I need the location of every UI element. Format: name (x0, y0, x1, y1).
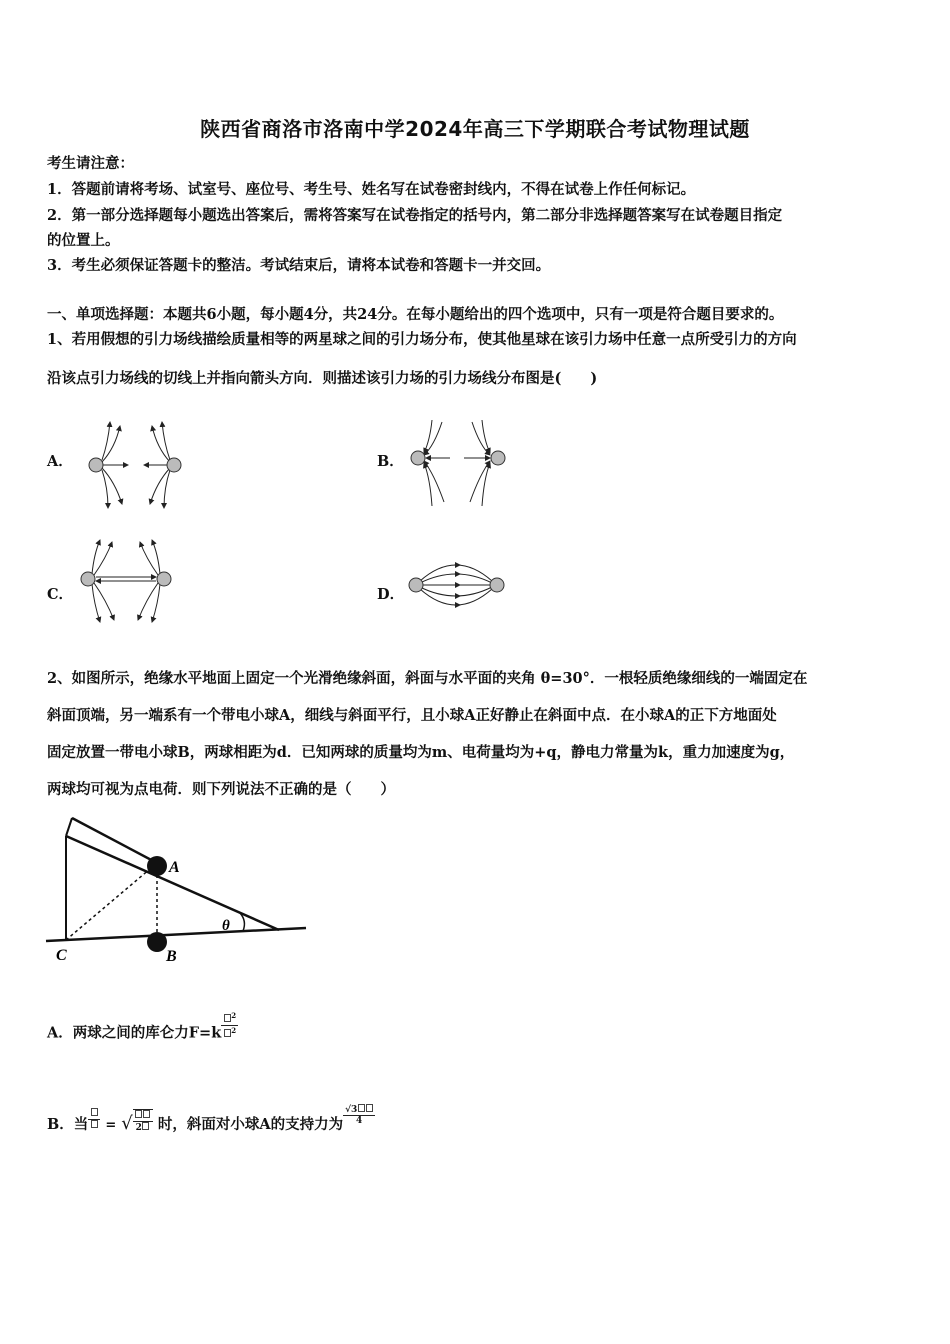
q2-option-b-middle: 时，斜面对小球A的支持力为 (157, 1116, 344, 1133)
notice-item-3: 3．考生必须保证答题卡的整洁。考试结束后，请将本试卷和答题卡一并交回。 (47, 257, 551, 274)
ball-b-label: B (166, 948, 177, 965)
q1-line-1: 1、若用假想的引力场线描绘质量相等的两星球之间的引力场分布，使其他星球在该引力场中任意一点所受引力的方向 (47, 331, 797, 348)
q2-line-2: 斜面顶端，另一端系有一个带电小球A，细线与斜面平行，且小球A正好静止在斜面中点．在小球A的正下方地面处 (47, 707, 777, 724)
ball-a-label: A (169, 859, 180, 876)
page-title: 陕西省商洛市洛南中学2024年高三下学期联合考试物理试题 (200, 117, 750, 141)
q2-option-b: B．当 = √ 2 时，斜面对小球A的支持力为 $\frac{√3}{4}$ (47, 1113, 375, 1137)
q1-option-b-diagram (402, 418, 512, 510)
q2-option-b-sqrt: 2 (133, 1109, 153, 1133)
q2-option-b-ratio (88, 1108, 100, 1131)
q1-option-a-diagram (80, 418, 190, 510)
point-c-label: C (56, 947, 67, 964)
q2-option-a-fraction: $\frac{^2}{^2}$ (221, 1011, 238, 1040)
q2-line-1: 2、如图所示，绝缘水平地面上固定一个光滑绝缘斜面，斜面与水平面的夹角 θ=30°．一根轻质绝缘细线的一端固定在 (47, 670, 808, 687)
q1-option-c-label: C． (47, 586, 74, 603)
q2-option-b-prefix: B．当 (47, 1116, 89, 1133)
notice-item-2-cont: 的位置上。 (47, 232, 120, 249)
notice-item-2: 2．第一部分选择题每小题选出答案后，需将答案写在试卷指定的括号内，第二部分非选择题答案写在试卷题目指定 (47, 207, 783, 224)
q1-option-d-diagram (400, 543, 515, 628)
q1-line-2: 沿该点引力场线的切线上并指向箭头方向．则描述该引力场的引力场线分布图是( ) (47, 370, 598, 387)
q2-option-b-answer: $\frac{√3}{4}$ (343, 1104, 375, 1126)
q2-line-3: 固定放置一带电小球B，两球相距为d．已知两球的质量均为m、电荷量均为+q，静电力常量为k，重力加速度为g， (47, 744, 795, 761)
q1-option-a-label: A． (47, 453, 73, 470)
section-heading: 一、单项选择题：本题共6小题，每小题4分，共24分。在每小题给出的四个选项中，只有一项是符合题目要求的。 (47, 306, 784, 323)
q1-option-d-label: D． (377, 586, 405, 603)
notice-item-1: 1．答题前请将考场、试室号、座位号、考生号、姓名写在试卷密封线内，不得在试卷上作任何标记。 (47, 181, 696, 198)
q2-option-a-text: A．两球之间的库仑力F=k (47, 1024, 222, 1042)
q2-line-4: 两球均可视为点电荷．则下列说法不正确的是（ ） (47, 781, 395, 798)
notice-heading: 考生请注意： (47, 155, 134, 172)
q1-option-b-label: B． (377, 453, 404, 470)
theta-label: θ (222, 918, 230, 934)
q2-incline-figure (44, 806, 309, 971)
q2-option-a (47, 1011, 238, 1048)
q1-option-c-diagram (72, 538, 182, 626)
